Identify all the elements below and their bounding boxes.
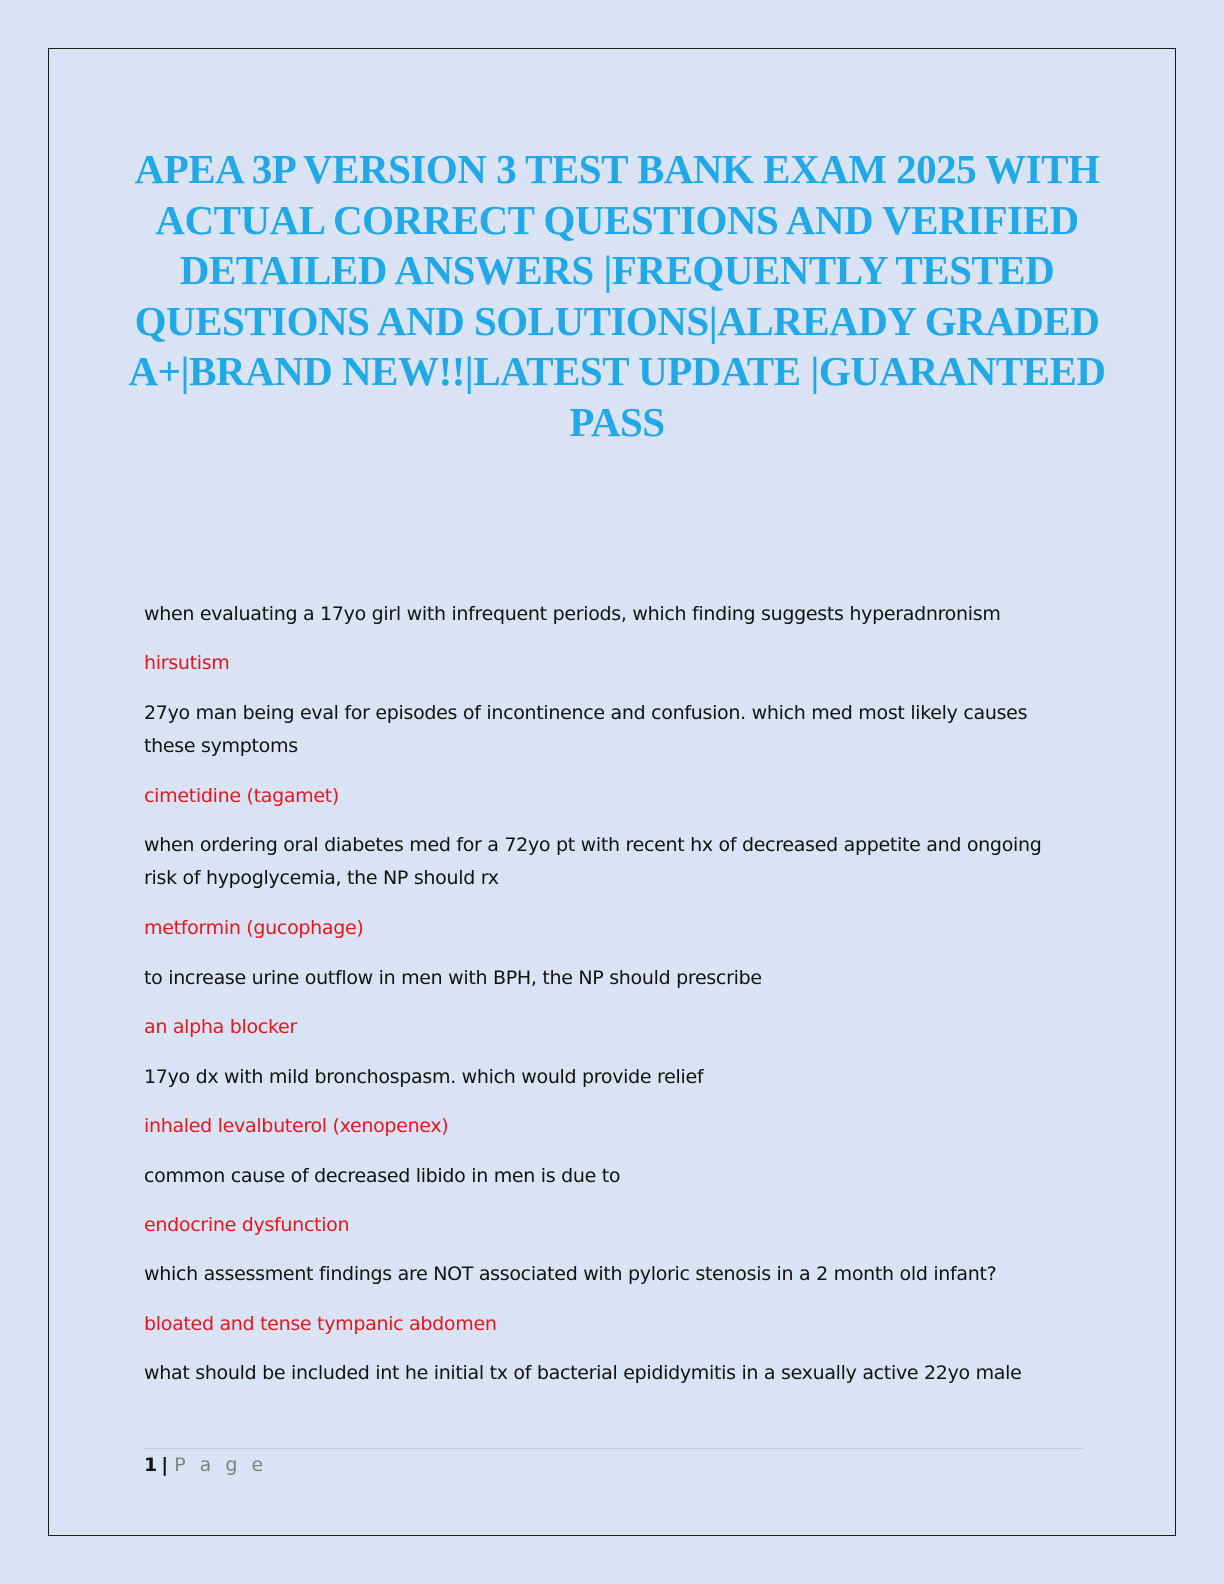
document-title: APEA 3P VERSION 3 TEST BANK EXAM 2025 WITH ACTUAL CORRECT QUESTIONS AND VERIFIED DETAILED ANSWERS |FREQUENTLY TESTED QUESTIONS AND SOLUTIONS|ALREADY GRADED A+|BRAND NEW!!|LATEST UPDATE |GUARANTEED PASS xyxy=(128,146,1106,445)
question-8: what should be included int he initial tx of bacterial epididymitis in a sexually active 22yo male xyxy=(144,1362,1022,1384)
answer-7: bloated and tense tympanic abdomen xyxy=(144,1313,497,1335)
question-4: to increase urine outflow in men with BPH, the NP should prescribe xyxy=(144,967,762,989)
answer-1: hirsutism xyxy=(144,652,230,674)
answer-6: endocrine dysfunction xyxy=(144,1214,350,1236)
question-3: when ordering oral diabetes med for a 72yo pt with recent hx of decreased appetite and ongoing risk of hypoglycemia, the NP should rx xyxy=(144,834,1042,889)
answer-3: metformin (gucophage) xyxy=(144,917,364,939)
answer-4: an alpha blocker xyxy=(144,1016,297,1038)
question-7: which assessment findings are NOT associated with pyloric stenosis in a 2 month old infant? xyxy=(144,1263,997,1285)
page-label: P a g e xyxy=(174,1454,268,1476)
footer-divider xyxy=(144,1448,1084,1449)
footer-separator: | xyxy=(161,1454,169,1476)
answer-2: cimetidine (tagamet) xyxy=(144,785,340,807)
page-footer xyxy=(144,1452,267,1478)
page-number: 1 xyxy=(144,1454,158,1476)
answer-5: inhaled levalbuterol (xenopenex) xyxy=(144,1115,449,1137)
question-1: when evaluating a 17yo girl with infrequent periods, which finding suggests hyperadnronism xyxy=(144,603,1001,625)
question-6: common cause of decreased libido in men is due to xyxy=(144,1165,621,1187)
question-5: 17yo dx with mild bronchospasm. which would provide relief xyxy=(144,1066,704,1088)
question-2: 27yo man being eval for episodes of incontinence and confusion. which med most likely causes these symptoms xyxy=(144,702,1028,757)
